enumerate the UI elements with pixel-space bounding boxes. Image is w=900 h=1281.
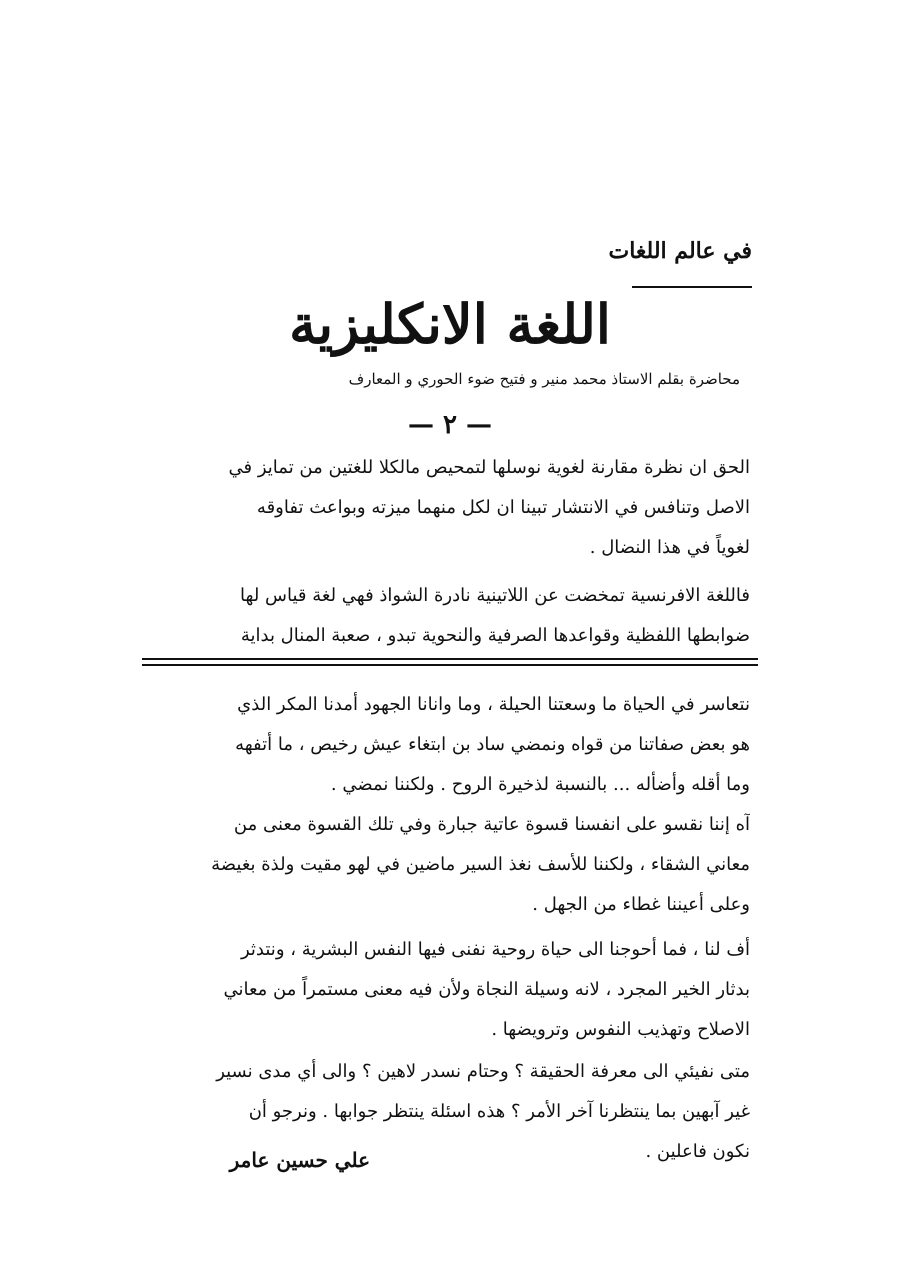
text-line: بدثار الخير المجرد ، لانه وسيلة النجاة ولأن فيه معنى مستمراً من معاني — [223, 979, 750, 1000]
text-line: الاصل وتنافس في الانتشار تبينا ان لكل منهما ميزته وبواعث تفاوقه — [256, 497, 750, 518]
paragraph — [142, 805, 750, 925]
paragraph — [142, 930, 750, 1050]
text-line: متى نفيئي الى معرفة الحقيقة ؟ وحتام نسدر لاهين ؟ والى أي مدى نسير — [216, 1061, 750, 1082]
byline: محاضرة بقلم الاستاذ محمد منير و فتيح ضوء الحوري و المعارف — [348, 370, 740, 388]
article-title: اللغة الانكليزية — [289, 292, 611, 356]
text-line: الحق ان نظرة مقارنة لغوية نوسلها لتمحيص مالكلا للغتين من تمايز في — [228, 457, 750, 478]
author-signature: علي حسين عامر — [229, 1148, 370, 1172]
text-line: نكون فاعلين . — [645, 1141, 750, 1162]
text-line: وما أقله وأضأله ... بالنسبة لذخيرة الروح . ولكننا نمضي . — [330, 774, 750, 795]
paragraph — [142, 685, 750, 805]
text-line: نتعاسر في الحياة ما وسعتنا الحيلة ، وما وانانا الجهود أمدنا المكر الذي — [237, 694, 750, 715]
section-underline — [632, 286, 752, 288]
section-label: في عالم اللغات — [608, 238, 752, 264]
text-line: أف لنا ، فما أحوجنا الى حياة روحية نفنى فيها النفس البشرية ، ونتدثر — [240, 939, 750, 960]
part-number: — ٢ — — [407, 410, 493, 440]
text-line: آه إننا نقسو على انفسنا قسوة عاتية جبارة وفي تلك القسوة معنى من — [233, 814, 750, 835]
text-line: ضوابطها اللفظية وقواعدها الصرفية والنحوية تبدو ، صعبة المنال بداية — [240, 625, 750, 646]
text-line: وعلى أعيننا غطاء من الجهل . — [532, 894, 750, 915]
text-line: فاللغة الافرنسية تمخضت عن اللاتينية نادرة الشواذ فهي لغة قياس لها — [240, 585, 750, 606]
text-line: لغوياً في هذا النضال . — [589, 537, 750, 558]
paragraph — [142, 448, 750, 568]
text-line: معاني الشقاء ، ولكننا للأسف نغذ السير ماضين في لهو مقيت ولذة بغيضة — [211, 854, 750, 875]
text-line: هو بعض صفاتنا من قواه ونمضي ساد بن ابتغاء عيش رخيص ، ما أتفهه — [235, 734, 750, 755]
text-line: غير آبهين بما ينتظرنا آخر الأمر ؟ هذه اسئلة ينتظر جوابها . ونرجو أن — [248, 1101, 750, 1122]
section-divider — [142, 658, 758, 666]
text-line: الاصلاح وتهذيب النفوس وترويضها . — [491, 1019, 750, 1040]
paragraph — [142, 576, 750, 656]
